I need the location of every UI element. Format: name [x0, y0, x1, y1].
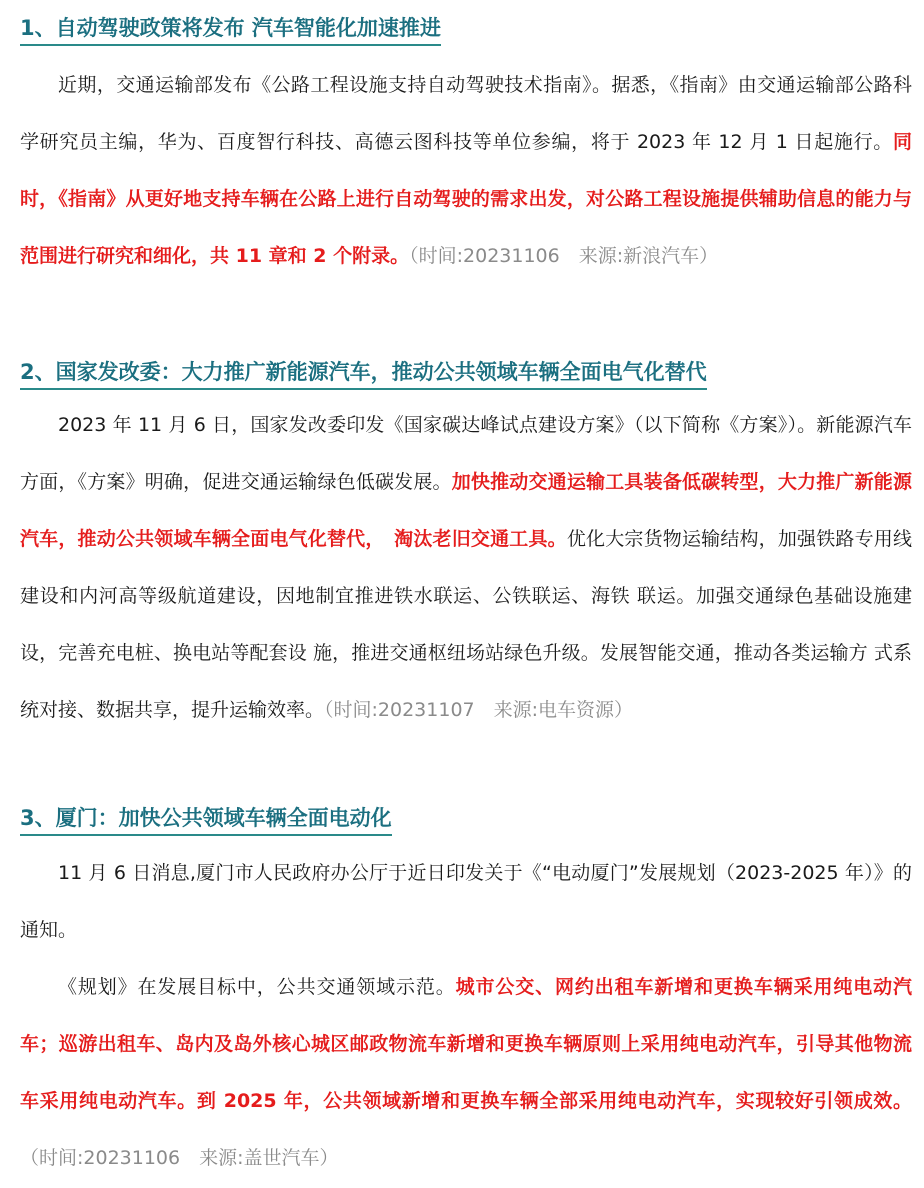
source-note: （时间:20231106 来源:盖世汽车）	[20, 1147, 339, 1169]
paragraph-text: 《规划》在发展目标中，公共交通领域示范。	[58, 976, 456, 998]
paragraph-text-after: 优化大宗货物运输结构，加强铁路专用线建设和内河高等级航道建设，因地制宜推进铁水联运、公铁联运、海铁 联运。加强交通绿色基础设施建设，完善充电桩、换电站等配套设 施，推进交通枢纽场站绿色升级。发展智能交通，推动各类运输方 式系统对接、数据共享，提升运输效率。	[20, 528, 912, 721]
paragraph-text: 2023 年 11 月 6 日，国家发改委印发《国家碳达峰试点建设方案》（以下简称《方案》）。新能源汽车方面，《方案》明确，促进交通运输绿色低碳发展。	[20, 414, 912, 493]
source-note: （时间:20231107 来源:电车资源）	[324, 699, 634, 721]
news-paragraph	[20, 845, 912, 959]
news-section-1	[20, 0, 912, 285]
news-section-3	[20, 790, 912, 1187]
paragraph-text: 11 月 6 日消息,厦门市人民政府办公厅于近日印发关于《“电动厦门”发展规划（2023-2025 年）》的通知。	[20, 862, 912, 941]
paragraph-text: 近期，交通运输部发布《公路工程设施支持自动驾驶技术指南》。据悉，《指南》由交通运输部公路科学研究员主编，华为、百度智行科技、高德云图科技等单位参编，将于 2023 年 12 月 1 日起施行。	[20, 74, 912, 153]
news-paragraph	[20, 397, 912, 739]
paragraph-highlight: 城市公交、网约出租车新增和更换车辆采用纯电动汽车；巡游出租车、岛内及岛外核心城区邮政物流车新增和更换车辆原则上采用纯电动汽车，引导其他物流车采用纯电动汽车。到 2025 年，公共领域新增和更换车辆全部采用纯电动汽车，实现较好引领成效。	[20, 976, 912, 1112]
source-note: （时间:20231106 来源:新浪汽车）	[409, 245, 719, 267]
news-paragraph	[20, 959, 912, 1187]
section-heading: 1、自动驾驶政策将发布 汽车智能化加速推进	[20, 14, 441, 46]
news-paragraph	[20, 57, 912, 285]
section-heading: 2、国家发改委：大力推广新能源汽车，推动公共领域车辆全面电气化替代	[20, 358, 707, 390]
paragraph-highlight: 加快推动交通运输工具装备低碳转型，大力推广新能源汽车，推动公共领域车辆全面电气化替代， 淘汰老旧交通工具。	[20, 471, 912, 550]
news-section-2	[20, 344, 912, 739]
section-heading: 3、厦门：加快公共领域车辆全面电动化	[20, 804, 392, 836]
paragraph-highlight: 同时，《指南》从更好地支持车辆在公路上进行自动驾驶的需求出发，对公路工程设施提供辅助信息的能力与范围进行研究和细化，共 11 章和 2 个附录。	[20, 131, 912, 267]
